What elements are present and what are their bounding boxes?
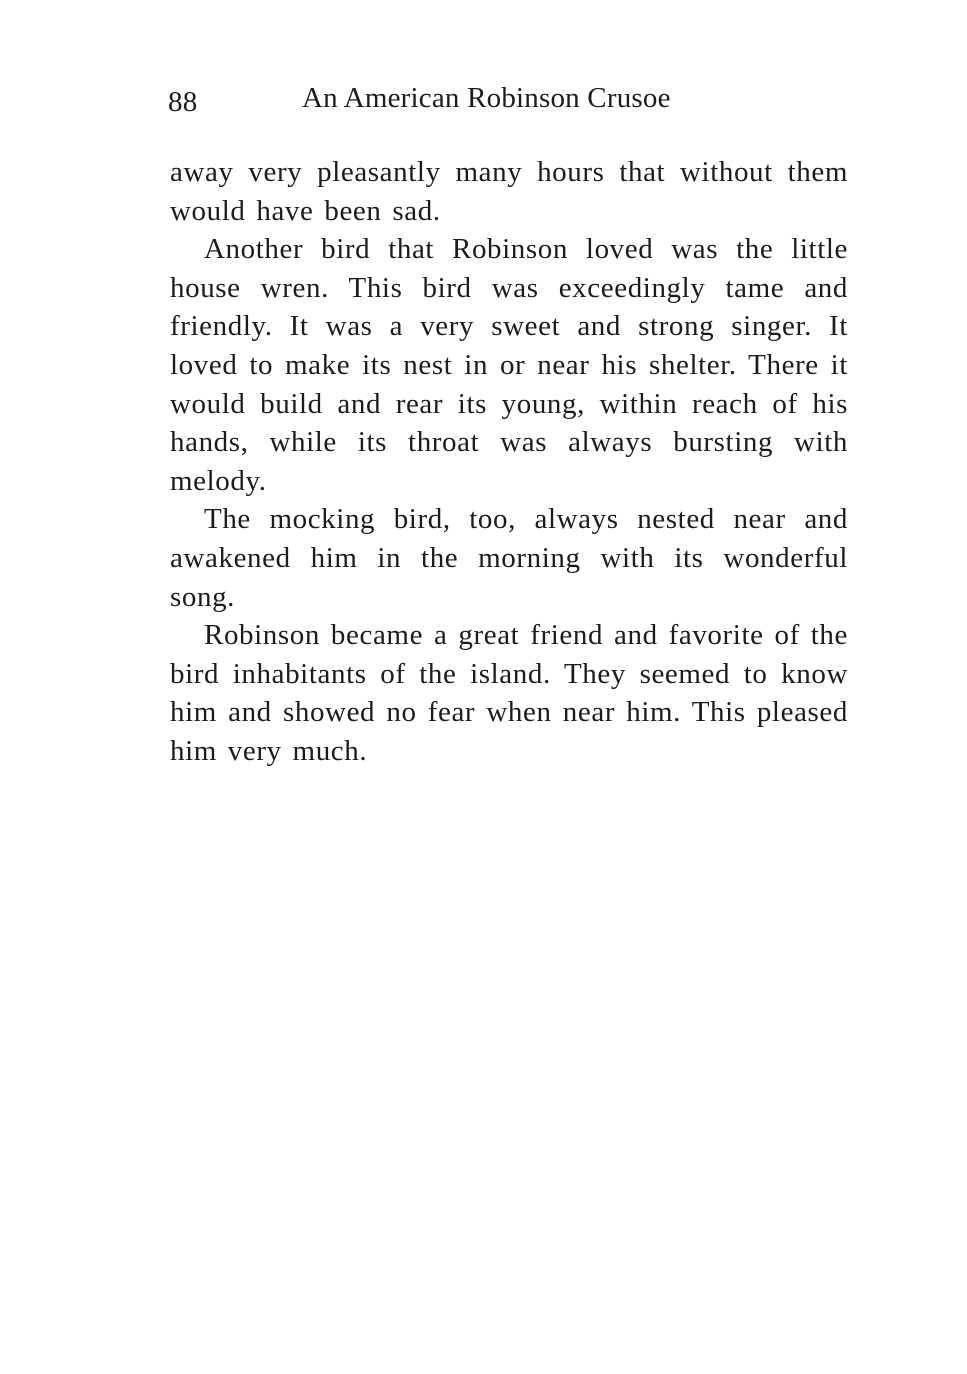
running-head (168, 82, 858, 122)
paragraph-bird-friend: Robinson became a great friend and favorite of the bird inhabitants of the island. They seemed to know him and showed no fear when near him. This pleased him very much. (170, 619, 848, 767)
paragraph-continued: away very pleasantly many hours that without them would have been sad. (170, 156, 848, 227)
paragraph-house-wren: Another bird that Robinson loved was the little house wren. This bird was exceedingly tame and friendly. It was a very sweet and strong singer. It loved to make its nest in or near his shelter. There it would build and rear its young, within reach of his hands, while its throat was always bursting with melody. (170, 233, 848, 497)
page-number: 88 (168, 86, 198, 118)
paragraph-mocking-bird: The mocking bird, too, always nested near and awakened him in the morning with its wonderful song. (170, 503, 848, 613)
book-title: An American Robinson Crusoe (302, 82, 671, 114)
body-text (170, 153, 848, 771)
